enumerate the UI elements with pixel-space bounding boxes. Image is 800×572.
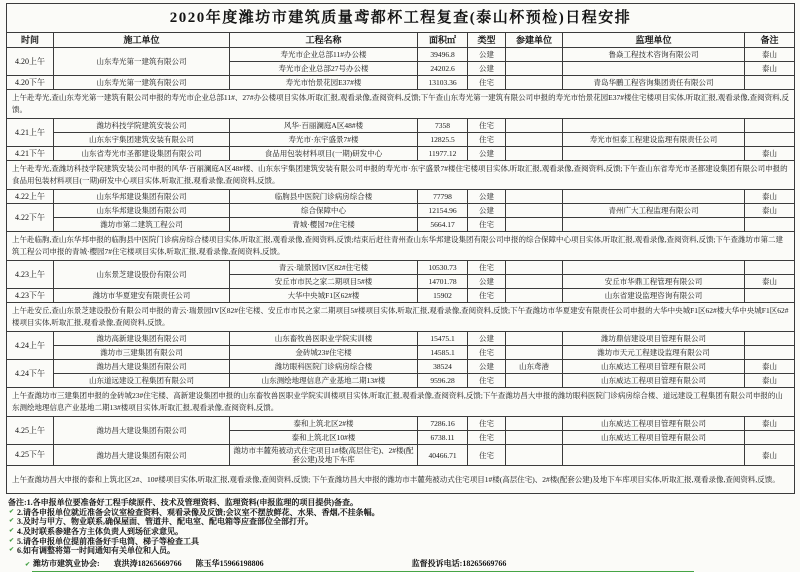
note-row xyxy=(7,303,795,332)
time-cell: 4.22下午 xyxy=(7,204,54,232)
supervisor-cell xyxy=(563,147,745,161)
table-row xyxy=(7,133,795,147)
time-cell: 4.22上午 xyxy=(7,190,54,204)
project-cell: 青城·樱园7#住宅楼 xyxy=(230,218,418,232)
area-cell: 12154.96 xyxy=(418,204,468,218)
contractor-cell: 潍坊市三建集团有限公司 xyxy=(54,346,230,360)
note-row xyxy=(7,388,795,417)
column-header: 工程名称 xyxy=(230,33,418,48)
participant-cell xyxy=(506,62,563,76)
supervisor-cell: 青岛华鹏工程咨询集团责任有限公司 xyxy=(563,76,745,90)
remark-cell: 泰山 xyxy=(745,445,795,466)
note-row xyxy=(7,232,795,261)
contractor-cell: 山东寿光第一建筑有限公司 xyxy=(54,76,230,90)
time-cell: 4.21上午 xyxy=(7,119,54,147)
project-cell: 大华中央城F1区62#楼 xyxy=(230,289,418,303)
type-cell: 住宅 xyxy=(468,76,506,90)
table-row xyxy=(7,261,795,275)
area-cell: 6738.11 xyxy=(418,431,468,445)
green-mark-icon: ✔ xyxy=(9,527,15,534)
project-cell: 金砖城23#住宅楼 xyxy=(230,346,418,360)
area-cell: 77798 xyxy=(418,190,468,204)
project-cell: 安丘市市民之家二期项目5#楼 xyxy=(230,275,418,289)
participant-cell xyxy=(506,261,563,275)
type-cell: 住宅 xyxy=(468,445,506,466)
green-mark-icon: ✔ xyxy=(25,561,31,568)
contractor-cell: 山东寿光第一建筑有限公司 xyxy=(54,48,230,76)
time-cell: 4.25下午 xyxy=(7,445,54,466)
table-row xyxy=(7,218,795,232)
supervisor-cell: 安丘市华鼎工程管理有限公司 xyxy=(563,275,745,289)
participant-cell xyxy=(506,204,563,218)
area-cell: 13103.36 xyxy=(418,76,468,90)
project-cell: 临朐县中医院门诊病房综合楼 xyxy=(230,190,418,204)
supervisor-cell xyxy=(563,62,745,76)
note-cell: 上午赴安丘,查山东景芝建设股份有限公司申报的青云·瑞景园IV区82#住宅楼、安丘市市民之家二期项目5#楼项目实体,听取汇报,观看录像,查阅资料,反馈;下午查潍坊市华夏建安有限责任公司申报的大华中央城F1区62#楼大华中央城F1区62#楼项目实体,听取汇报,观看录像,查阅资料,反馈。 xyxy=(7,303,795,332)
type-cell: 公建 xyxy=(468,275,506,289)
contractor-cell: 潍坊昌大建设集团有限公司 xyxy=(54,360,230,374)
remark-cell xyxy=(745,346,795,360)
type-cell: 住宅 xyxy=(468,346,506,360)
project-cell: 潍坊市丰麓苑被动式住宅项目1#楼(高层住宅)、2#楼(配套公建)及地下车库 xyxy=(230,445,418,466)
project-cell: 寿光市怡景花园E37#楼 xyxy=(230,76,418,90)
column-header: 类型 xyxy=(468,33,506,48)
note-cell: 上午查潍坊市三建集团申报的金砖城23#住宅楼、高新建设集团申报的山东畜牧兽医职业学院实训楼项目实体,听取汇报,观看录像,查阅资料,反馈;下午查潍坊昌大申报的潍坊眼科医院门诊病房综合楼、道远建设工程集团有限公司申报的山东测绘地理信息产业基地二期13#楼项目实体,听取汇报,观看录像,查阅资料,反馈。 xyxy=(7,388,795,417)
participant-cell xyxy=(506,332,563,346)
supervisor-cell: 山东威达工程项目管理有限公司 xyxy=(563,431,745,445)
table-row xyxy=(7,147,795,161)
remark-text: 2.请各申报单位就近准备会议室检查资料、观看录像及反馈;会议室不摆放鲜花、水果、香烟,不挂条幅。 xyxy=(17,507,380,517)
green-mark-icon: ✔ xyxy=(9,518,15,525)
participant-cell xyxy=(506,190,563,204)
type-cell: 住宅 xyxy=(468,431,506,445)
remark-cell: 泰山 xyxy=(745,275,795,289)
green-mark-icon: ✔ xyxy=(9,508,15,515)
area-cell: 15902 xyxy=(418,289,468,303)
remark-cell xyxy=(745,431,795,445)
time-cell: 4.20下午 xyxy=(7,76,54,90)
table-row xyxy=(7,445,795,466)
type-cell: 公建 xyxy=(468,204,506,218)
project-cell: 寿光市企业总部27号办公楼 xyxy=(230,62,418,76)
remark-cell: 泰山 xyxy=(745,62,795,76)
contractor-cell: 山东景芝建设股份有限公司 xyxy=(54,261,230,289)
remark-item xyxy=(8,518,794,527)
time-cell: 4.23上午 xyxy=(7,261,54,289)
column-header: 时间 xyxy=(7,33,54,48)
area-cell: 15475.1 xyxy=(418,332,468,346)
project-cell: 风华·百丽澜庭A区48#楼 xyxy=(230,119,418,133)
remark-cell xyxy=(745,218,795,232)
supervisor-cell: 鲁焱工程技术咨询有限公司 xyxy=(563,48,745,62)
participant-cell xyxy=(506,147,563,161)
type-cell: 公建 xyxy=(468,360,506,374)
table-row xyxy=(7,374,795,388)
remark-cell: 泰山 xyxy=(745,147,795,161)
remark-cell: 泰山 xyxy=(745,360,795,374)
footer-contact-1: 袁洪涛18265669766 xyxy=(113,558,182,568)
supervisor-cell: 寿光市恒泰工程建设监理有限责任公司 xyxy=(563,133,745,147)
type-cell: 公建 xyxy=(468,332,506,346)
contractor-cell: 潍坊市华夏建安有限责任公司 xyxy=(54,289,230,303)
table-row xyxy=(7,346,795,360)
area-cell: 11977.12 xyxy=(418,147,468,161)
supervisor-cell: 山东省建设监理咨询有限公司 xyxy=(563,289,745,303)
type-cell: 公建 xyxy=(468,48,506,62)
participant-cell: 山东鸢港 xyxy=(506,360,563,374)
footer-hotline-number: 18265669766 xyxy=(462,558,507,568)
note-row xyxy=(7,466,795,494)
area-cell: 10530.73 xyxy=(418,261,468,275)
remark-cell xyxy=(745,119,795,133)
header-row xyxy=(7,33,795,48)
contractor-cell: 潍坊昌大建设集团有限公司 xyxy=(54,417,230,445)
project-cell: 食品用包装材料项目(一期)研发中心 xyxy=(230,147,418,161)
supervisor-cell: 山东威达工程项目管理有限公司 xyxy=(563,417,745,431)
table-row xyxy=(7,417,795,431)
remark-text: 3.及时与甲方、物业联系,确保屋面、管道井、配电室、配电箱等应查部位全部打开。 xyxy=(17,517,313,527)
type-cell: 公建 xyxy=(468,62,506,76)
type-cell: 住宅 xyxy=(468,261,506,275)
supervisor-cell: 山东威达工程项目管理有限公司 xyxy=(563,374,745,388)
note-cell: 上午赴临朐,查山东华邦申报的临朐县中医院门诊病房综合楼项目实体,听取汇报,观看录像,查阅资料,反馈;结束后赶往青州查山东华邦建设集团有限公司申报的综合保障中心项目实体,听取汇报,观看录像,查阅资料,反馈;下午查潍坊市第二建筑工程公司申报的青城·樱园7#住宅楼项目实体,听取汇报,观看录像,查阅资料,反馈。 xyxy=(7,232,795,261)
green-mark-icon: ✔ xyxy=(9,537,15,544)
table-row xyxy=(7,360,795,374)
project-cell: 山东测绘地理信息产业基地二期13#楼 xyxy=(230,374,418,388)
note-cell: 上午赴寿光,查山东寿光第一建筑有限公司申报的寿光市企业总部11#、27#办公楼项目实体,听取汇报,观看录像,查阅资料,反馈;下午查山东寿光第一建筑有限公司申报的寿光市怡景花园E37#楼住宅楼项目实体,听取汇报,观看录像,查阅资料,反馈。 xyxy=(7,90,795,119)
participant-cell xyxy=(506,275,563,289)
note-cell: 上午赴寿光,查潍坊科技学院建筑安装公司申报的风华·百丽澜庭A区48#楼、山东东宇集团建筑安装有限公司申报的寿光市·东宇盛景7#楼住宅楼项目实体,听取汇报,观看录像,查阅资料,反馈;下午查山东省寿光市圣都建设集团有限公司申报的食品用包装材料项目(一期)研发中心项目实体,听取汇报,观看录像,查阅资料,反馈。 xyxy=(7,161,795,190)
time-cell: 4.20上午 xyxy=(7,48,54,76)
remark-text: 4.及时联系参建各方主体负责人到场征求意见。 xyxy=(17,526,183,536)
participant-cell xyxy=(506,417,563,431)
contractor-cell: 山东华邦建设集团有限公司 xyxy=(54,204,230,218)
participant-cell xyxy=(506,76,563,90)
area-cell: 39496.8 xyxy=(418,48,468,62)
remark-item xyxy=(8,547,794,556)
type-cell: 住宅 xyxy=(468,218,506,232)
contractor-cell: 山东东宇集团建筑安装有限公司 xyxy=(54,133,230,147)
note-row xyxy=(7,161,795,190)
contractor-cell: 潍坊昌大建设集团有限公司 xyxy=(54,445,230,466)
participant-cell xyxy=(506,445,563,466)
participant-cell xyxy=(506,119,563,133)
area-cell: 24202.6 xyxy=(418,62,468,76)
title-row xyxy=(7,4,795,33)
area-cell: 7358 xyxy=(418,119,468,133)
page-title: 2020年度潍坊市建筑质量鸢都杯工程复查(泰山杯预检)日程安排 xyxy=(7,4,795,33)
project-cell: 寿光市·东宇盛景7#楼 xyxy=(230,133,418,147)
participant-cell xyxy=(506,48,563,62)
project-cell: 泰和上筑北区2#楼 xyxy=(230,417,418,431)
remark-text: 5.请各申报单位提前准备好手电筒、梯子等检查工具 xyxy=(17,536,199,546)
remark-cell: 泰山 xyxy=(745,374,795,388)
area-cell: 7286.16 xyxy=(418,417,468,431)
area-cell: 9596.28 xyxy=(418,374,468,388)
contractor-cell: 潍坊市第二建筑工程公司 xyxy=(54,218,230,232)
footer xyxy=(6,558,794,569)
supervisor-cell: 潍坊市天元工程建设监理有限公司 xyxy=(563,346,745,360)
table-row xyxy=(7,204,795,218)
table-row xyxy=(7,76,795,90)
contractor-cell: 山东华邦建设集团有限公司 xyxy=(54,190,230,204)
note-row xyxy=(7,90,795,119)
supervisor-cell xyxy=(563,218,745,232)
column-header: 参建单位 xyxy=(506,33,563,48)
supervisor-cell: 山东威达工程项目管理有限公司 xyxy=(563,360,745,374)
contractor-cell: 山东省寿光市圣都建设集团有限公司 xyxy=(54,147,230,161)
green-mark-icon: ✔ xyxy=(9,547,15,554)
supervisor-cell xyxy=(563,261,745,275)
column-header: 施工单位 xyxy=(54,33,230,48)
table-row xyxy=(7,48,795,62)
remark-cell: 泰山 xyxy=(745,48,795,62)
time-cell: 4.23下午 xyxy=(7,289,54,303)
participant-cell xyxy=(506,289,563,303)
table-body xyxy=(7,48,795,494)
footer-org: 潍坊市建筑业协会: xyxy=(33,558,100,568)
area-cell: 38524 xyxy=(418,360,468,374)
remark-cell: 泰山 xyxy=(745,417,795,431)
time-cell: 4.25上午 xyxy=(7,417,54,445)
supervisor-cell xyxy=(563,445,745,466)
remark-cell xyxy=(745,76,795,90)
column-header: 监理单位 xyxy=(563,33,745,48)
table-row xyxy=(7,332,795,346)
participant-cell xyxy=(506,374,563,388)
schedule-table xyxy=(6,3,795,494)
type-cell: 住宅 xyxy=(468,417,506,431)
type-cell: 住宅 xyxy=(468,119,506,133)
table-head xyxy=(7,4,795,48)
table-row xyxy=(7,289,795,303)
participant-cell xyxy=(506,346,563,360)
time-cell: 4.24下午 xyxy=(7,360,54,388)
remark-cell xyxy=(745,289,795,303)
type-cell: 住宅 xyxy=(468,133,506,147)
footer-contact-2: 陈玉华15966198806 xyxy=(195,558,264,568)
remark-text: 6.如有调整将第一时间通知有关单位和人员。 xyxy=(17,546,175,556)
remark-item xyxy=(8,499,794,508)
project-cell: 山东畜牧兽医职业学院实训楼 xyxy=(230,332,418,346)
area-cell: 12825.5 xyxy=(418,133,468,147)
remark-item xyxy=(8,538,794,547)
area-cell: 5664.17 xyxy=(418,218,468,232)
remark-cell xyxy=(745,332,795,346)
table-row xyxy=(7,190,795,204)
project-cell: 青云·瑞景园IV区82#住宅楼 xyxy=(230,261,418,275)
column-header: 面积㎡ xyxy=(418,33,468,48)
type-cell: 住宅 xyxy=(468,289,506,303)
project-cell: 综合保障中心 xyxy=(230,204,418,218)
remark-cell xyxy=(745,261,795,275)
contractor-cell: 山东道远建设工程集团有限公司 xyxy=(54,374,230,388)
remarks-section xyxy=(6,499,794,556)
project-cell: 泰和上筑北区10#楼 xyxy=(230,431,418,445)
contractor-cell: 潍坊高新建设集团有限公司 xyxy=(54,332,230,346)
supervisor-cell xyxy=(563,119,745,133)
remark-item xyxy=(8,528,794,537)
contractor-cell: 潍坊科技学院建筑安装公司 xyxy=(54,119,230,133)
participant-cell xyxy=(506,218,563,232)
time-cell: 4.24上午 xyxy=(7,332,54,360)
type-cell: 住宅 xyxy=(468,374,506,388)
supervisor-cell xyxy=(563,190,745,204)
area-cell: 14585.1 xyxy=(418,346,468,360)
table-row xyxy=(7,119,795,133)
remark-text: 备注:1.各申报单位要准备好工程手续原件、技术及管理资料、监理资料(申报监理的项目提供)备查。 xyxy=(8,498,358,507)
supervisor-cell: 青州广大工程监理有限公司 xyxy=(563,204,745,218)
remark-cell xyxy=(745,133,795,147)
time-cell: 4.21下午 xyxy=(7,147,54,161)
remark-item xyxy=(8,509,794,518)
column-header: 备注 xyxy=(745,33,795,48)
remark-cell: 泰山 xyxy=(745,190,795,204)
participant-cell xyxy=(506,133,563,147)
type-cell: 公建 xyxy=(468,147,506,161)
supervisor-cell: 潍坊鼎信建设项目管理有限公司 xyxy=(563,332,745,346)
project-cell: 潍坊眼科医院门诊病房综合楼 xyxy=(230,360,418,374)
type-cell: 公建 xyxy=(468,190,506,204)
note-cell: 上午查潍坊昌大申报的泰和上筑北区2#、10#楼项目实体,听取汇报,观看录像,查阅资料,反馈; 下午查潍坊昌大申报的潍坊市丰麓苑被动式住宅项目1#楼(高层住宅)、2#楼(配套公建)及地下车库项目实体,听取汇报,观看录像,查阅资料,反馈。 xyxy=(7,466,795,494)
area-cell: 40466.71 xyxy=(418,445,468,466)
remark-cell: 泰山 xyxy=(745,204,795,218)
footer-hotline-label: 监督投诉电话: xyxy=(411,558,463,568)
area-cell: 14701.78 xyxy=(418,275,468,289)
participant-cell xyxy=(506,431,563,445)
project-cell: 寿光市企业总部11#办公楼 xyxy=(230,48,418,62)
